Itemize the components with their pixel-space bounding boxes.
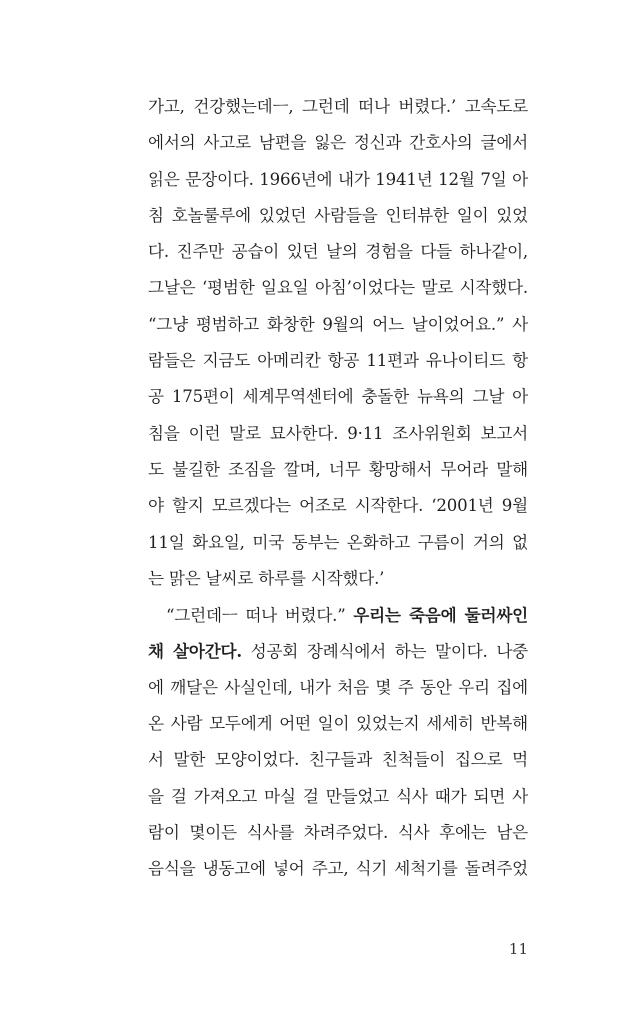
- text-line: 람들은 지금도 아메리칸 항공 11편과 유나이티드 항: [148, 351, 528, 371]
- text-line: 야 할지 모르겠다는 어조로 시작한다. ‘2001년 9월: [148, 496, 528, 516]
- text-line: 을 걸 가져오고 마실 걸 만들었고 식사 때가 되면 사: [148, 786, 528, 806]
- text-line: 읽은 문장이다. 1966년에 내가 1941년 12월 7일 아: [148, 169, 528, 189]
- text-line: 에서의 사고로 남편을 잃은 정신과 간호사의 글에서: [148, 133, 528, 153]
- text-line: 다. 진주만 공습이 있던 날의 경험을 다들 하나같이,: [148, 242, 528, 262]
- text-line: 가고, 건강했는데ㅡ, 그런데 떠나 버렸다.’ 고속도로: [148, 97, 528, 116]
- paragraph-end-line: 는 맑은 날씨로 하루를 시작했다.’: [148, 568, 385, 588]
- text-line: 에 깨달은 사실인데, 내가 처음 몇 주 동안 우리 집에: [148, 677, 528, 697]
- text-line: [148, 633, 528, 669]
- quote-segment: “그런데ㅡ 떠나 버렸다.”: [166, 606, 354, 626]
- bold-phrase: 우리는 죽음에 둘러싸인: [353, 605, 528, 626]
- text-segment: 성공회 장례식에서 하는 말이다. 나중: [241, 642, 528, 662]
- body-text: [148, 89, 528, 888]
- text-line: 그날은 ‘평범한 일요일 아침’이었다는 말로 시작했다.: [148, 278, 528, 298]
- text-line: 침 호놀룰루에 있었던 사람들을 인터뷰한 일이 있었: [148, 205, 528, 225]
- page-number: 11: [508, 940, 528, 958]
- text-line: 음식을 냉동고에 넣어 주고, 식기 세척기를 돌려주었: [148, 859, 528, 879]
- text-line: 침을 이런 말로 묘사한다. 9·11 조사위원회 보고서: [148, 423, 528, 443]
- text-line: 서 말한 모양이었다. 친구들과 친척들이 집으로 먹: [148, 750, 528, 770]
- text-line: 람이 몇이든 식사를 차려주었다. 식사 후에는 남은: [148, 822, 528, 842]
- bold-phrase: 채 살아간다.: [148, 641, 242, 662]
- text-line: “그냥 평범하고 화창한 9월의 어느 날이었어요.” 사: [148, 314, 528, 334]
- paragraph-start-line: [148, 597, 528, 633]
- text-line: 온 사람 모두에게 어떤 일이 있었는지 세세히 반복해: [148, 714, 528, 734]
- text-line: 11일 화요일, 미국 동부는 온화하고 구름이 거의 없: [148, 532, 528, 552]
- text-line: 공 175편이 세계무역센터에 충돌한 뉴욕의 그날 아: [148, 387, 528, 407]
- text-line: 도 불길한 조짐을 깔며, 너무 황망해서 무어라 말해: [148, 459, 528, 479]
